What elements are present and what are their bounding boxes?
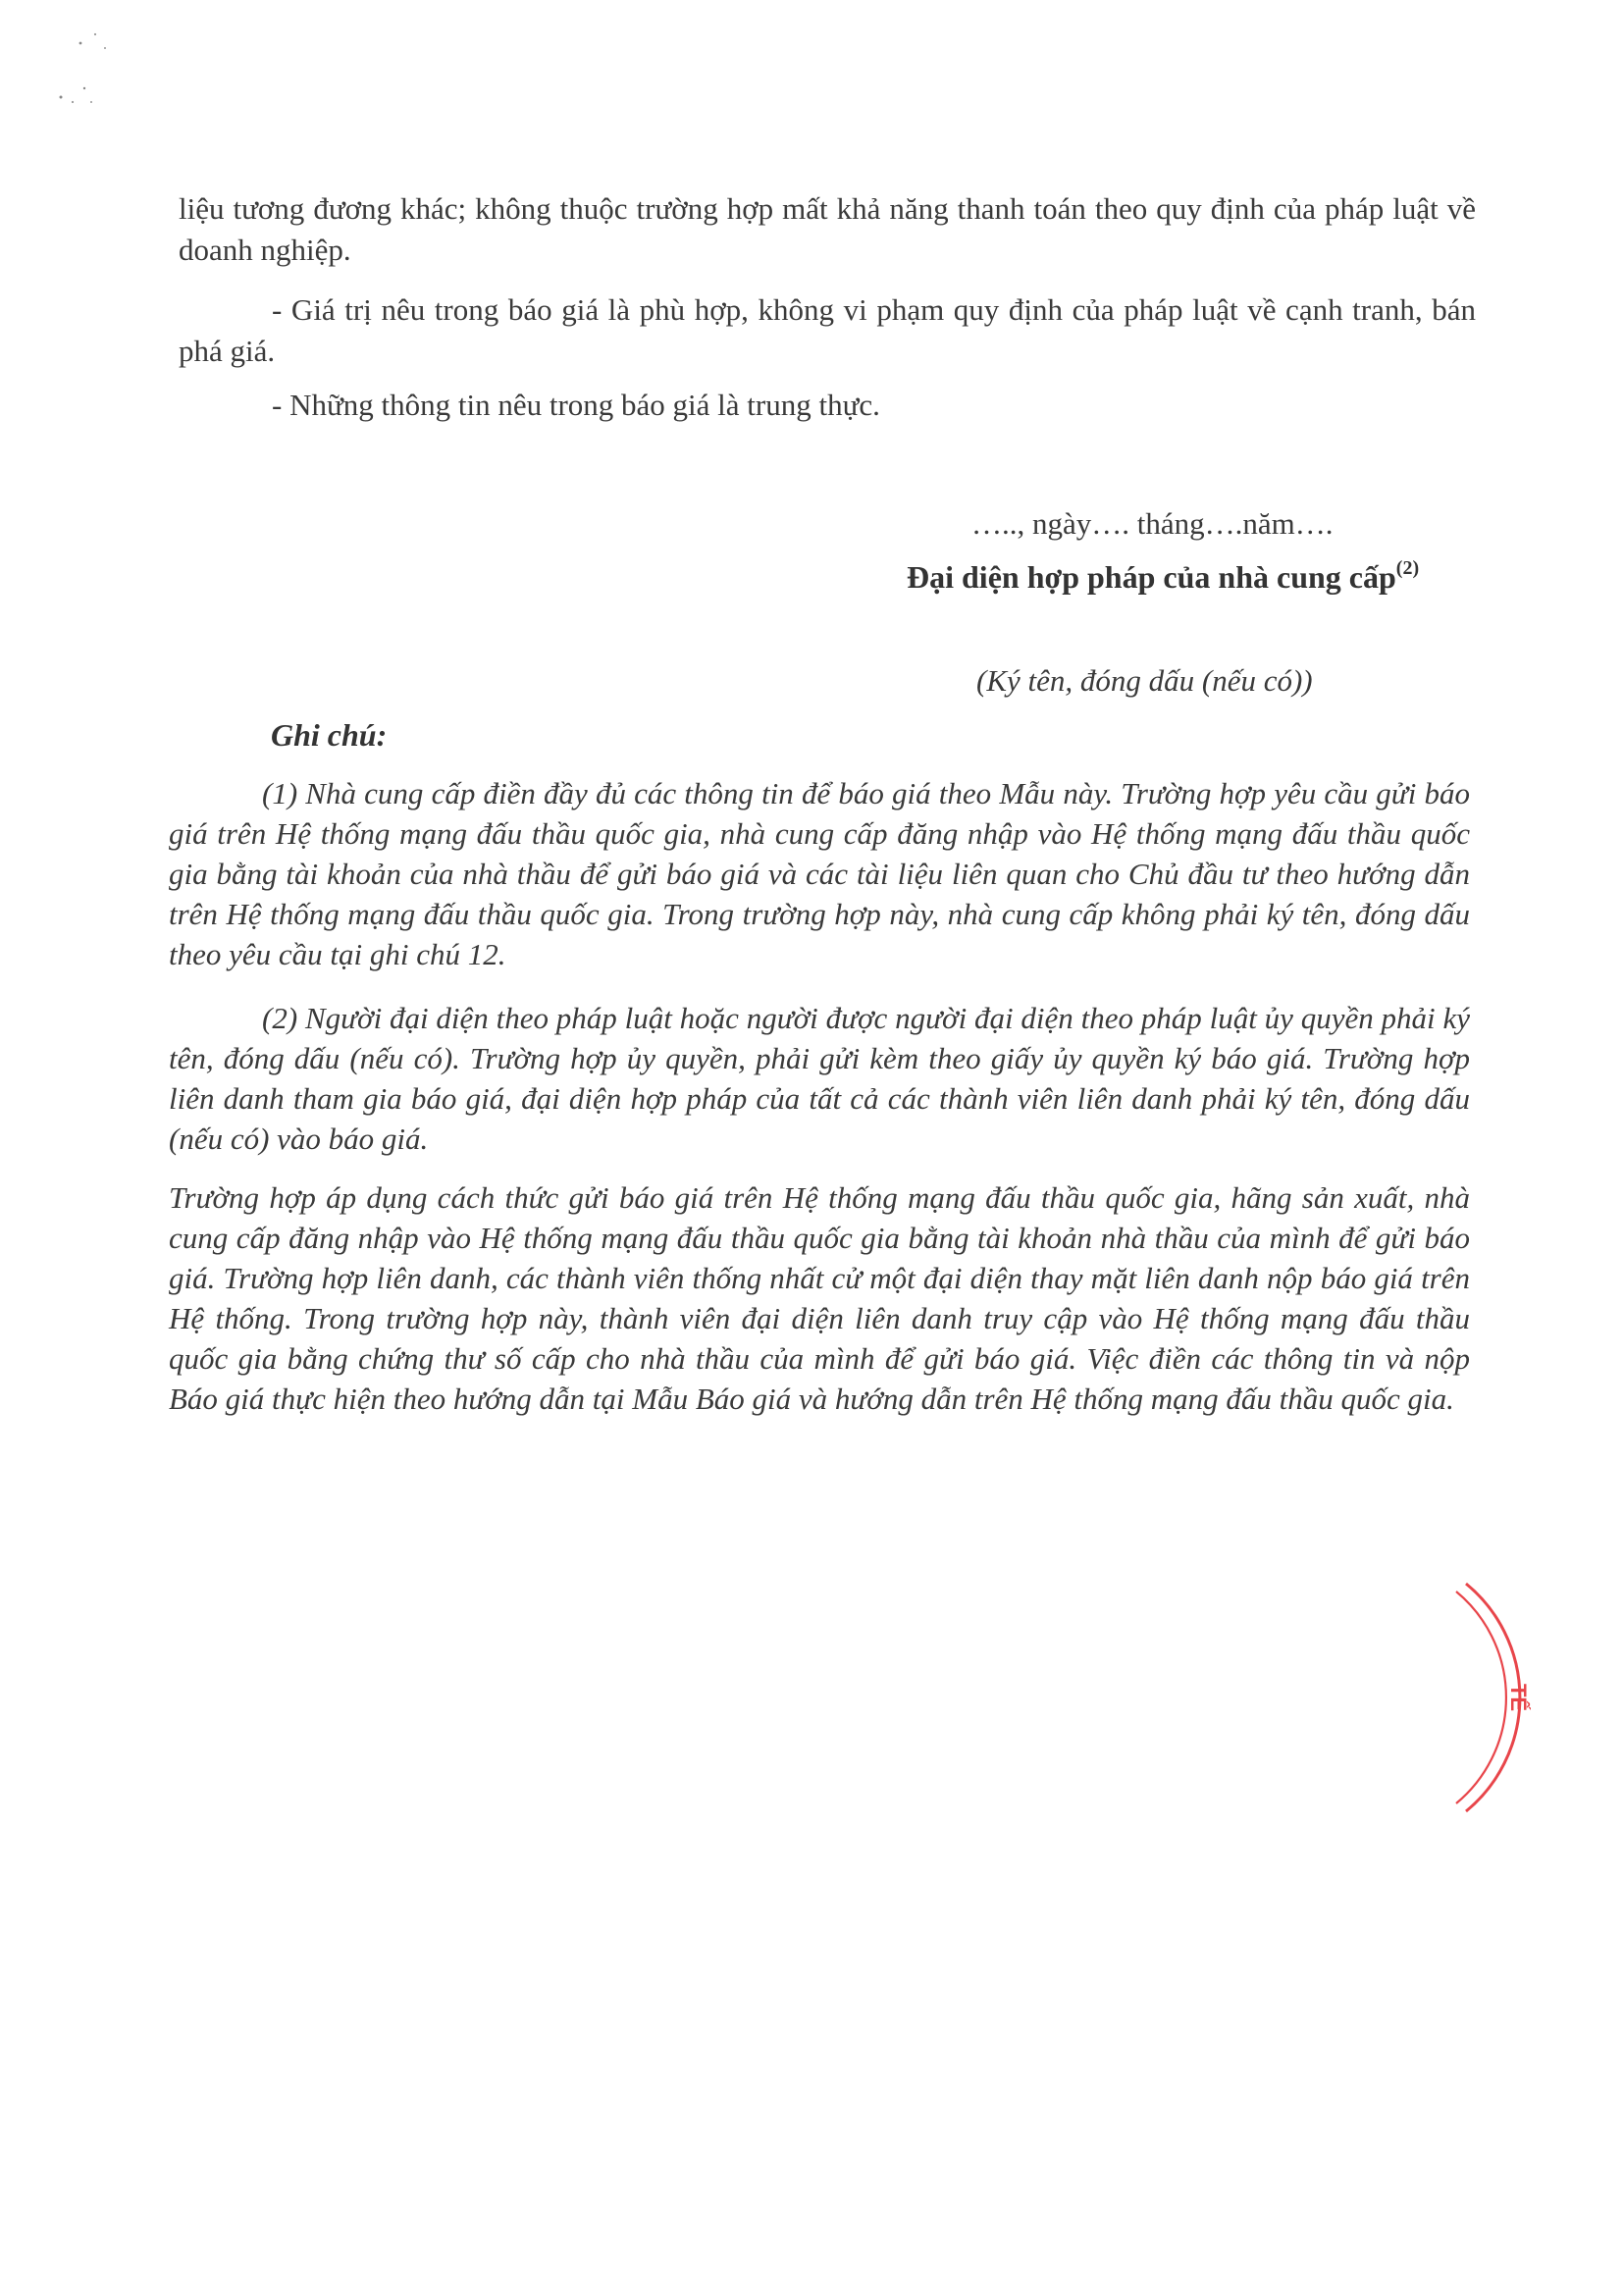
note-text: Trường hợp áp dụng cách thức gửi báo giá trên Hệ thống mạng đấu thầu quốc gia, hãng sản xuất, nhà cung cấp đăng nhập vào Hệ thống mạng đấu thầu quốc gia bằng tài khoản nhà thầu của mình để gửi báo giá. Trường hợp liên danh, các thành viên thống nhất cử một đại diện thay mặt liên danh nộp báo giá trên Hệ thống. Trong trường hợp này, thành viên đại diện liên danh truy cập vào Hệ thống mạng đấu thầu quốc gia bằng chứng thư số cấp cho nhà thầu của mình để gửi báo giá. Việc điền các thông tin và nộp Báo giá thực hiện theo hướng dẫn tại Mẫu Báo giá và hướng dẫn trên Hệ thống mạng đấu thầu quốc gia. — [169, 1180, 1470, 1416]
paragraph-truthfulness — [179, 385, 1476, 426]
paragraph-text: - Giá trị nêu trong báo giá là phù hợp, không vi phạm quy định của pháp luật về cạnh tranh, bán phá giá. — [179, 292, 1476, 368]
note-text: (1) Nhà cung cấp điền đầy đủ các thông tin để báo giá theo Mẫu này. Trường hợp yêu cầu gửi báo giá trên Hệ thống mạng đấu thầu quốc gia, nhà cung cấp đăng nhập vào Hệ thống mạng đấu thầu quốc gia bằng tài khoản của nhà thầu để gửi báo giá và các tài liệu liên quan cho Chủ đầu tư theo hướng dẫn trên Hệ thống mạng đấu thầu quốc gia. Trong trường hợp này, nhà cung cấp không phải ký tên, đóng dấu theo yêu cầu tại ghi chú 12. — [169, 776, 1470, 971]
note-text: (2) Người đại diện theo pháp luật hoặc người được người đại diện theo pháp luật ủy quyền phải ký tên, đóng dấu (nếu có). Trường hợp ủy quyền, phải gửi kèm theo giấy ủy quyền ký báo giá. Trường hợp liên danh tham gia báo giá, đại diện hợp pháp của tất cả các thành viên liên danh phải ký tên, đóng dấu (nếu có) vào báo giá. — [169, 1001, 1470, 1156]
paragraph-text: liệu tương đương khác; không thuộc trường hợp mất khả năng thanh toán theo quy định của pháp luật về doanh nghiệp. — [179, 191, 1476, 267]
representative-label: Đại diện hợp pháp của nhà cung cấp — [907, 559, 1396, 595]
sign-instruction: (Ký tên, đóng dấu (nếu có)) — [976, 663, 1313, 698]
note-1 — [169, 773, 1470, 974]
paragraph-price-compliance — [179, 289, 1476, 372]
scan-specks — [49, 29, 147, 128]
notes-heading: Ghi chú: — [271, 717, 388, 753]
paragraph-solvency — [179, 188, 1476, 271]
paragraph-text: - Những thông tin nêu trong báo giá là trung thực. — [272, 388, 880, 422]
red-stamp-fragment — [1452, 1580, 1541, 1815]
representative-title — [907, 556, 1419, 598]
date-line: ….., ngày…. tháng….năm…. — [971, 506, 1334, 541]
note-3 — [169, 1177, 1470, 1419]
representative-footnote-ref: (2) — [1395, 557, 1420, 579]
stamp-text: TẾ — [1506, 1683, 1531, 1712]
note-2 — [169, 998, 1470, 1159]
